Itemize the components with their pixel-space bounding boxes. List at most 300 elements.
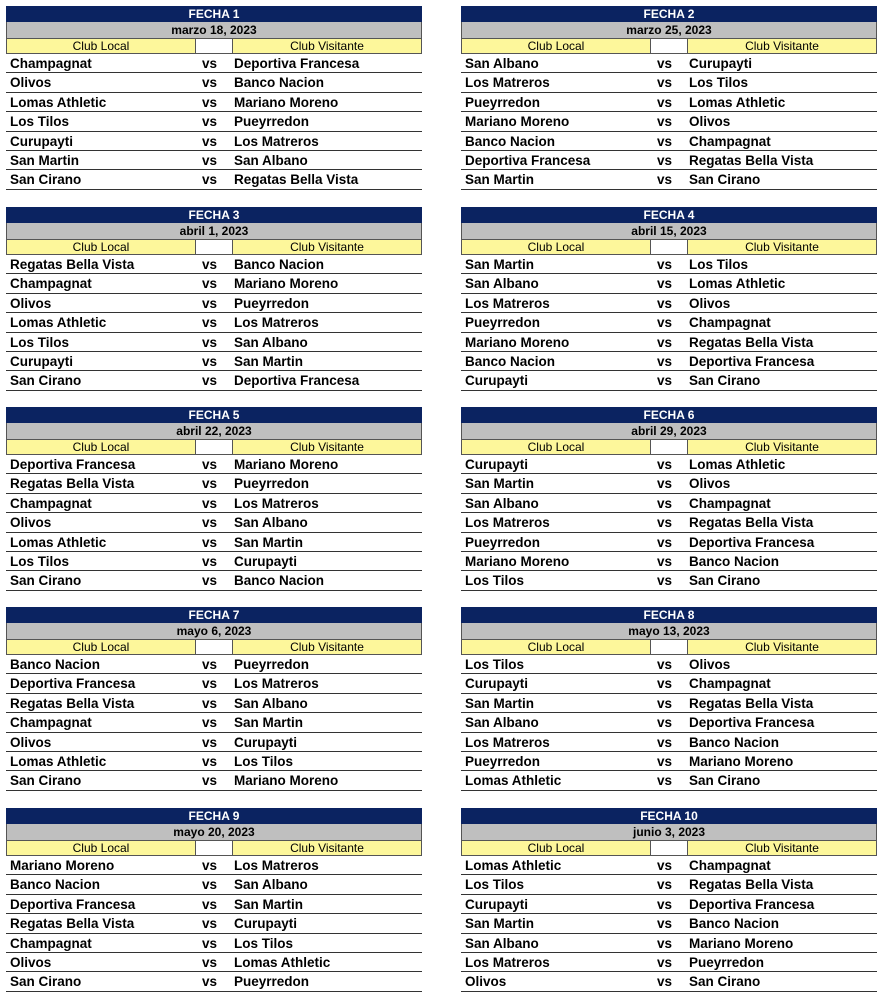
vs-label: vs [202,954,218,970]
away-club: Olivos [689,476,731,492]
home-club: Olivos [10,734,52,750]
header-club-local: Club Local [6,439,196,455]
vs-label: vs [657,315,673,331]
home-club: Banco Nacion [10,877,101,893]
away-club: Pueyrredon [234,476,310,492]
match-row [6,494,422,513]
vs-label: vs [202,573,218,589]
away-club: Regatas Bella Vista [689,334,814,350]
vs-label: vs [657,353,673,369]
fecha-title: FECHA 7 [6,607,422,623]
vs-label: vs [657,877,673,893]
away-club: Los Matreros [234,315,319,331]
vs-label: vs [202,114,218,130]
header-club-local: Club Local [6,239,196,255]
fecha-table [6,6,422,190]
home-club: Curupayti [465,373,529,389]
vs-label: vs [202,295,218,311]
vs-label: vs [202,916,218,932]
header-club-local: Club Local [6,38,196,54]
match-row [461,474,877,493]
match-row [461,533,877,552]
home-club: Mariano Moreno [465,114,570,130]
match-row [6,371,422,390]
away-club: Los Tilos [689,257,749,272]
away-club: Pueyrredon [234,657,310,672]
match-row [461,371,877,390]
away-club: Deportiva Francesa [689,715,815,731]
home-club: Olivos [10,295,52,311]
match-row [461,455,877,474]
match-row [6,552,422,571]
home-club: Deportiva Francesa [465,152,591,168]
header-club-local: Club Local [461,840,651,856]
home-club: Curupayti [465,457,529,472]
match-row [6,914,422,933]
column-header-row [6,38,422,54]
vs-label: vs [202,657,218,672]
vs-label: vs [202,896,218,912]
header-club-visitante: Club Visitante [232,639,422,655]
vs-label: vs [202,56,218,71]
column-header-row [461,639,877,655]
vs-label: vs [202,935,218,951]
away-club: San Albano [234,515,308,531]
away-club: Regatas Bella Vista [689,695,814,711]
vs-label: vs [202,553,218,569]
away-club: Los Matreros [234,495,319,511]
vs-label: vs [657,515,673,531]
fecha-table [6,607,422,791]
column-header-row [461,38,877,54]
away-club: Banco Nacion [234,573,325,589]
away-club: San Martin [234,715,304,731]
vs-label: vs [202,457,218,472]
fecha-date: marzo 25, 2023 [461,22,877,38]
vs-label: vs [657,896,673,912]
match-row [461,313,877,332]
home-club: Regatas Bella Vista [10,916,135,932]
match-row [461,972,877,991]
home-club: Champagnat [10,276,92,292]
header-spacer [651,639,687,655]
away-club: Banco Nacion [689,734,780,750]
home-club: Los Tilos [10,553,70,569]
match-row [6,674,422,693]
away-club: Lomas Athletic [689,276,786,292]
match-row [461,513,877,532]
away-club: Pueyrredon [689,954,765,970]
vs-label: vs [657,954,673,970]
fecha-title: FECHA 6 [461,407,877,423]
home-club: Lomas Athletic [10,753,107,769]
home-club: San Cirano [10,974,82,990]
header-club-visitante: Club Visitante [232,439,422,455]
column-header-row [6,239,422,255]
header-club-local: Club Local [461,38,651,54]
match-row [461,655,877,674]
fecha-date: junio 3, 2023 [461,824,877,840]
vs-label: vs [202,695,218,711]
vs-label: vs [657,56,673,71]
match-row [6,455,422,474]
match-row [461,112,877,131]
fecha-table [6,808,422,992]
home-club: Los Matreros [465,295,550,311]
home-club: Los Matreros [465,734,550,750]
match-row [6,571,422,590]
column-header-row [6,840,422,856]
home-club: Olivos [465,974,507,990]
fecha-date: abril 1, 2023 [6,223,422,239]
match-row [461,151,877,170]
home-club: Los Tilos [465,573,525,589]
home-club: Banco Nacion [10,657,101,672]
match-row [461,294,877,313]
fecha-title: FECHA 3 [6,207,422,223]
home-club: Los Matreros [465,515,550,531]
match-row [6,513,422,532]
vs-label: vs [657,257,673,272]
match-row [6,132,422,151]
away-club: Pueyrredon [234,974,310,990]
fecha-table [461,6,877,190]
away-club: Champagnat [689,495,771,511]
away-club: Champagnat [689,858,771,873]
away-club: Mariano Moreno [234,457,339,472]
away-club: San Cirano [689,373,761,389]
home-club: Lomas Athletic [465,858,562,873]
home-club: Champagnat [10,715,92,731]
match-row [6,313,422,332]
home-club: Deportiva Francesa [10,896,136,912]
match-row [6,294,422,313]
away-club: Champagnat [689,676,771,692]
vs-label: vs [657,457,673,472]
match-row [6,352,422,371]
home-club: Curupayti [465,676,529,692]
header-club-local: Club Local [461,639,651,655]
fecha-table [461,607,877,791]
away-club: Curupayti [689,56,753,71]
home-club: San Martin [465,476,535,492]
vs-label: vs [202,276,218,292]
match-row [461,132,877,151]
match-row [461,694,877,713]
away-club: Mariano Moreno [234,276,339,292]
away-club: Los Matreros [234,676,319,692]
fecha-title: FECHA 1 [6,6,422,22]
header-club-visitante: Club Visitante [687,639,877,655]
away-club: Olivos [689,295,731,311]
match-row [6,274,422,293]
vs-label: vs [657,152,673,168]
match-row [461,856,877,875]
home-club: Champagnat [10,495,92,511]
home-club: Mariano Moreno [465,334,570,350]
home-club: Mariano Moreno [10,858,115,873]
home-club: Curupayti [10,353,74,369]
home-club: Mariano Moreno [465,553,570,569]
away-club: Mariano Moreno [689,753,794,769]
home-club: San Albano [465,56,539,71]
vs-label: vs [657,94,673,110]
vs-label: vs [202,373,218,389]
away-club: Curupayti [234,734,298,750]
vs-label: vs [202,152,218,168]
match-row [6,533,422,552]
home-club: Lomas Athletic [10,315,107,331]
column-header-row [461,439,877,455]
match-row [461,352,877,371]
header-club-visitante: Club Visitante [232,840,422,856]
match-row [461,752,877,771]
away-club: San Martin [234,534,304,550]
home-club: Los Tilos [465,877,525,893]
away-club: Los Tilos [234,753,294,769]
away-club: San Martin [234,896,304,912]
away-club: Pueyrredon [234,295,310,311]
fecha-title: FECHA 8 [461,607,877,623]
home-club: San Cirano [10,172,82,188]
vs-label: vs [657,573,673,589]
fecha-date: abril 22, 2023 [6,423,422,439]
header-spacer [651,38,687,54]
away-club: San Albano [234,695,308,711]
home-club: Lomas Athletic [10,94,107,110]
match-row [6,170,422,189]
away-club: Olivos [689,657,731,672]
vs-label: vs [202,257,218,272]
away-club: Regatas Bella Vista [689,152,814,168]
home-club: San Martin [10,152,80,168]
match-row [6,54,422,73]
match-row [461,713,877,732]
match-row [6,752,422,771]
match-row [6,733,422,752]
fecha-date: mayo 6, 2023 [6,623,422,639]
away-club: San Albano [234,877,308,893]
vs-label: vs [657,858,673,873]
vs-label: vs [657,133,673,149]
match-row [461,552,877,571]
away-club: Curupayti [234,916,298,932]
header-spacer [196,639,232,655]
away-club: Champagnat [689,133,771,149]
fecha-title: FECHA 10 [461,808,877,824]
vs-label: vs [657,715,673,731]
fecha-date: marzo 18, 2023 [6,22,422,38]
vs-label: vs [657,373,673,389]
vs-label: vs [202,753,218,769]
header-club-visitante: Club Visitante [687,38,877,54]
vs-label: vs [202,334,218,350]
fecha-table [6,207,422,391]
home-club: Lomas Athletic [10,534,107,550]
vs-label: vs [657,334,673,350]
match-row [461,953,877,972]
home-club: San Cirano [10,573,82,589]
match-row [461,54,877,73]
vs-label: vs [657,114,673,130]
home-club: Regatas Bella Vista [10,476,135,492]
away-club: San Cirano [689,172,761,188]
vs-label: vs [202,715,218,731]
match-row [6,972,422,991]
home-club: San Cirano [10,373,82,389]
match-row [6,771,422,790]
fecha-table [6,407,422,591]
match-row [6,151,422,170]
home-club: Deportiva Francesa [10,457,136,472]
match-row [6,934,422,953]
match-row [6,895,422,914]
home-club: Olivos [10,515,52,531]
header-spacer [651,840,687,856]
column-header-row [461,239,877,255]
home-club: Regatas Bella Vista [10,257,135,272]
home-club: San Albano [465,715,539,731]
away-club: Regatas Bella Vista [689,877,814,893]
fecha-date: abril 15, 2023 [461,223,877,239]
vs-label: vs [657,916,673,932]
vs-label: vs [657,495,673,511]
match-row [461,914,877,933]
away-club: Deportiva Francesa [689,896,815,912]
vs-label: vs [657,295,673,311]
away-club: Los Matreros [234,858,319,873]
away-club: Regatas Bella Vista [234,172,359,188]
away-club: Champagnat [689,315,771,331]
match-row [6,713,422,732]
fecha-table [461,207,877,391]
home-club: Los Matreros [465,954,550,970]
away-club: Regatas Bella Vista [689,515,814,531]
vs-label: vs [202,974,218,990]
away-club: Banco Nacion [234,257,325,272]
vs-label: vs [657,276,673,292]
away-club: Los Tilos [689,75,749,91]
match-row [461,771,877,790]
home-club: San Cirano [10,773,82,789]
vs-label: vs [657,676,673,692]
vs-label: vs [202,172,218,188]
home-club: Olivos [10,75,52,91]
away-club: Curupayti [234,553,298,569]
away-club: San Cirano [689,773,761,789]
match-row [461,170,877,189]
match-row [461,733,877,752]
header-spacer [196,38,232,54]
match-row [461,93,877,112]
home-club: Champagnat [10,56,92,71]
match-row [461,895,877,914]
home-club: Banco Nacion [465,353,556,369]
home-club: San Martin [465,916,535,932]
match-row [6,474,422,493]
fecha-date: mayo 13, 2023 [461,623,877,639]
vs-label: vs [202,315,218,331]
vs-label: vs [657,657,673,672]
vs-label: vs [202,734,218,750]
match-row [461,255,877,274]
column-header-row [461,840,877,856]
match-row [6,112,422,131]
home-club: San Martin [465,172,535,188]
header-spacer [196,439,232,455]
vs-label: vs [202,877,218,893]
header-club-visitante: Club Visitante [232,239,422,255]
fecha-title: FECHA 4 [461,207,877,223]
home-club: San Martin [465,257,535,272]
home-club: Los Tilos [10,334,70,350]
header-spacer [651,239,687,255]
away-club: Mariano Moreno [689,935,794,951]
away-club: Olivos [689,114,731,130]
vs-label: vs [202,133,218,149]
home-club: Curupayti [465,896,529,912]
match-row [6,875,422,894]
away-club: Deportiva Francesa [234,373,360,389]
away-club: Los Matreros [234,133,319,149]
header-club-local: Club Local [461,439,651,455]
away-club: Deportiva Francesa [234,56,360,71]
match-row [6,655,422,674]
vs-label: vs [657,172,673,188]
match-row [461,333,877,352]
match-row [6,856,422,875]
match-row [461,571,877,590]
column-header-row [6,639,422,655]
vs-label: vs [657,935,673,951]
home-club: Champagnat [10,935,92,951]
home-club: Pueyrredon [465,753,541,769]
away-club: San Cirano [689,974,761,990]
match-row [461,934,877,953]
home-club: Los Tilos [10,114,70,130]
vs-label: vs [202,515,218,531]
fecha-title: FECHA 5 [6,407,422,423]
vs-label: vs [202,94,218,110]
fecha-date: mayo 20, 2023 [6,824,422,840]
match-row [6,255,422,274]
away-club: Mariano Moreno [234,773,339,789]
fecha-title: FECHA 9 [6,808,422,824]
vs-label: vs [657,534,673,550]
header-spacer [196,840,232,856]
match-row [6,73,422,92]
fecha-date: abril 29, 2023 [461,423,877,439]
header-club-visitante: Club Visitante [232,38,422,54]
home-club: Pueyrredon [465,534,541,550]
match-row [6,953,422,972]
header-club-visitante: Club Visitante [687,439,877,455]
away-club: Deportiva Francesa [689,353,815,369]
vs-label: vs [657,476,673,492]
header-club-local: Club Local [461,239,651,255]
away-club: Banco Nacion [234,75,325,91]
away-club: Lomas Athletic [689,94,786,110]
match-row [461,274,877,293]
header-spacer [196,239,232,255]
home-club: Los Matreros [465,75,550,91]
away-club: San Martin [234,353,304,369]
match-row [461,73,877,92]
home-club: San Albano [465,935,539,951]
fecha-table [461,407,877,591]
home-club: San Albano [465,276,539,292]
away-club: Banco Nacion [689,916,780,932]
